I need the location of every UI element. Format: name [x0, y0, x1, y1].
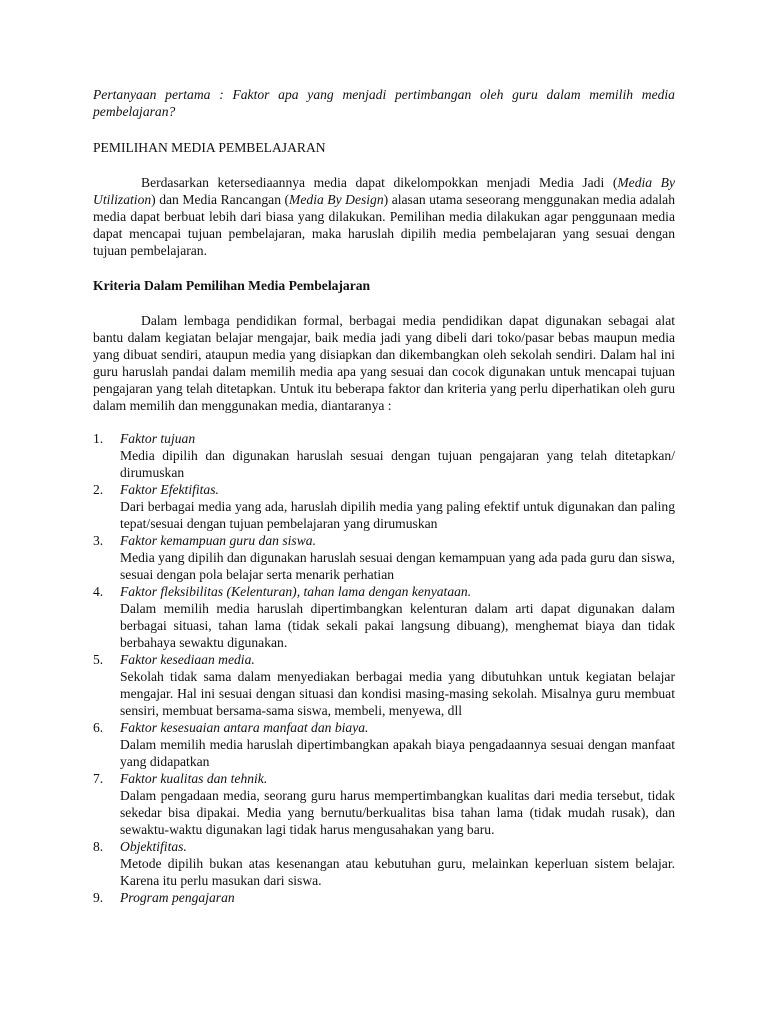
list-item-title: Objektifitas.: [120, 839, 187, 854]
document-page: [93, 86, 675, 906]
list-item-number: 8.: [93, 839, 104, 854]
list-item-number: 3.: [93, 533, 104, 548]
question: [93, 86, 675, 120]
list-item-number: 5.: [93, 652, 104, 667]
criteria-list: [93, 430, 675, 906]
intro-italic-2: Media By Design: [289, 192, 384, 207]
list-item-number: 2.: [93, 482, 104, 497]
list-item-description: Dalam pengadaan media, seorang guru harus mempertimbangkan kualitas dari media tersebut, tidak sekedar bisa dipakai. Media yang bernutu/berkualitas bisa tahan lama (tidak mudah rusak), dan sewaktu-waktu digunakan lagi tidak harus mengusahakan yang baru.: [120, 788, 675, 837]
list-item-number: 7.: [93, 771, 104, 786]
list-item-title: Faktor kesesuaian antara manfaat dan biaya.: [120, 720, 369, 735]
list-item: [93, 651, 675, 719]
intro-text-2: ) dan Media Rancangan (: [151, 192, 290, 207]
list-item-title: Faktor kualitas dan tehnik.: [120, 771, 268, 786]
list-item-description: Media dipilih dan digunakan haruslah sesuai dengan tujuan pengajaran yang telah ditetapkan/ dirumuskan: [120, 448, 675, 480]
list-item-title: Faktor tujuan: [120, 431, 196, 446]
list-item: [93, 532, 675, 583]
list-item: [93, 838, 675, 889]
intro-text-3: ) alasan utama seseorang menggunakan media adalah media dapat berbuat lebih dari biasa yang dilakukan. Pemilihan media dilakukan agar penggunaan media dapat mencapai tujuan pembelajaran, maka haruslah dipilih media pembelajaran yang sesuai dengan tujuan pembelajaran.: [93, 192, 675, 258]
list-item: [93, 889, 675, 906]
question-label: Pertanyaan pertama :: [93, 87, 224, 102]
list-item-title: Faktor Efektifitas.: [120, 482, 219, 497]
list-item-description: Dalam memilih media haruslah dipertimbangkan apakah biaya pengadaannya sesuai dengan manfaat yang didapatkan: [120, 737, 675, 769]
list-item: [93, 583, 675, 651]
list-item-title: Faktor kemampuan guru dan siswa.: [120, 533, 316, 548]
list-item-description: Sekolah tidak sama dalam menyediakan berbagai media yang dibutuhkan untuk kegiatan belajar mengajar. Hal ini sesuai dengan situasi dan kondisi masing-masing sekolah. Misalnya guru membuat sensiri, membuat bersama-sama siswa, membeli, menyewa, dll: [120, 669, 675, 718]
list-item-title: Faktor fleksibilitas (Kelenturan), tahan lama dengan kenyataan.: [120, 584, 472, 599]
intro-text-1: Berdasarkan ketersediaannya media dapat dikelompokkan menjadi Media Jadi (: [141, 175, 618, 190]
intro-paragraph: [93, 174, 675, 259]
list-item-title: Program pengajaran: [120, 890, 235, 905]
section-heading: PEMILIHAN MEDIA PEMBELAJARAN: [93, 140, 326, 155]
list-item: [93, 481, 675, 532]
subheading: Kriteria Dalam Pemilihan Media Pembelajaran: [93, 278, 371, 293]
list-item-description: Dalam memilih media haruslah dipertimbangkan kelenturan dalam arti dapat digunakan dalam berbagai situasi, tahan lama (tidak sekali pakai langsung dibuang), menghemat biaya dan tidak berbahaya sewaktu digunakan.: [120, 601, 675, 650]
list-item-number: 4.: [93, 584, 104, 599]
intro-italic-1: Media By Utilization: [93, 175, 675, 207]
list-item-number: 1.: [93, 431, 104, 446]
list-item-description: Dari berbagai media yang ada, haruslah dipilih media yang paling efektif untuk digunakan dan paling tepat/sesuai dengan tujuan pembelajaran yang dirumuskan: [120, 499, 675, 531]
list-item: [93, 719, 675, 770]
list-item-number: 9.: [93, 890, 104, 905]
list-item-description: Metode dipilih bukan atas kesenangan atau kebutuhan guru, melainkan keperluan sistem belajar. Karena itu perlu masukan dari siswa.: [120, 856, 675, 888]
list-item-number: 6.: [93, 720, 104, 735]
question-text: Faktor apa yang menjadi pertimbangan oleh guru dalam memilih media pembelajaran?: [93, 87, 675, 119]
list-item-title: Faktor kesediaan media.: [120, 652, 255, 667]
criteria-paragraph: Dalam lembaga pendidikan formal, berbagai media pendidikan dapat digunakan sebagai alat bantu dalam kegiatan belajar mengajar, baik media jadi yang dibeli dari toko/pasar bebas maupun media yang dibuat sendiri, ataupun media yang disiapkan dan dikembangkan oleh sekolah sendiri. Dalam hal ini guru haruslah pandai dalam memilih media apa yang sesuai dan cocok digunakan untuk mencapai tujuan pengajaran yang telah ditetapkan. Untuk itu beberapa faktor dan kriteria yang perlu diperhatikan oleh guru dalam memilih dan menggunakan media, diantaranya :: [93, 313, 675, 413]
list-item-description: Media yang dipilih dan digunakan haruslah sesuai dengan kemampuan yang ada pada guru dan siswa, sesuai dengan pola belajar serta menarik perhatian: [120, 550, 675, 582]
list-item: [93, 430, 675, 481]
list-item: [93, 770, 675, 838]
